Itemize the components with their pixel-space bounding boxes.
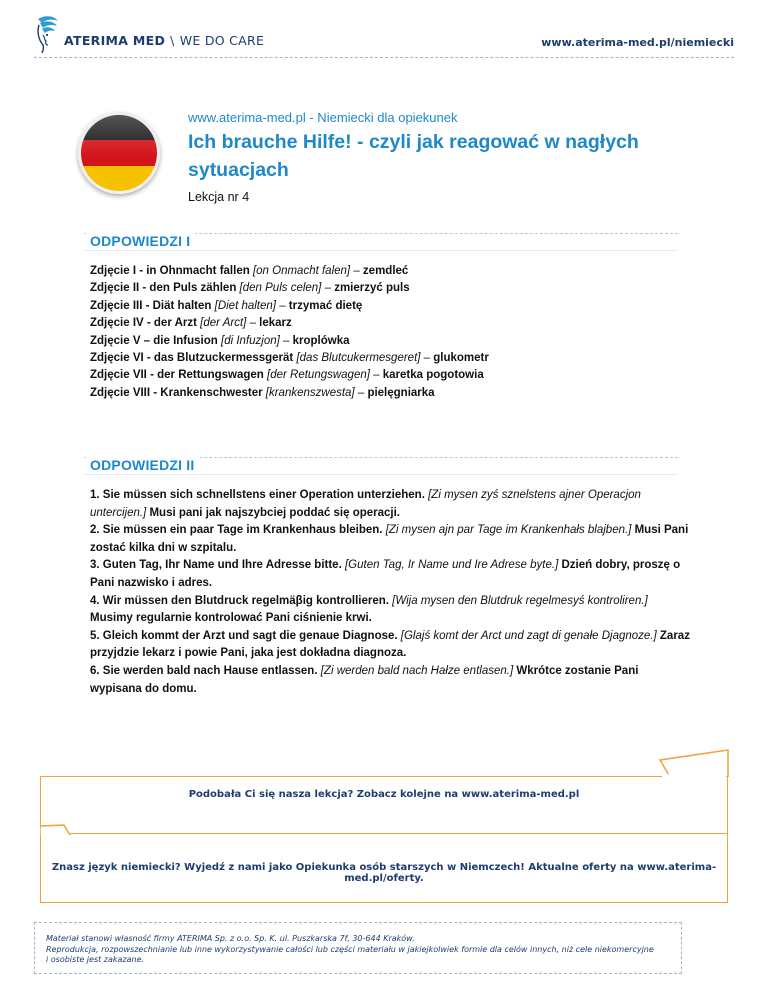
footer-copyright bbox=[46, 934, 666, 966]
answer-paragraph: 3. Guten Tag, Ihr Name und Ihre Adresse bitte. [Guten Tag, Ir Name und Ire Adrese byte.] Dzień dobry, proszę o Pani nazwisko i adres. bbox=[90, 559, 681, 589]
bubble1-tail-cover-icon bbox=[662, 774, 726, 778]
brand-tagline: WE DO CARE bbox=[179, 32, 265, 48]
page-header bbox=[0, 0, 768, 58]
section1-title: ODPOWIEDZI I bbox=[86, 233, 195, 249]
footer-line: i osobiste jest zakazane. bbox=[46, 955, 145, 964]
german-flag-icon bbox=[78, 112, 160, 194]
answer-line: Zdjęcie III - Diät halten [Diet halten] – trzymać dietę bbox=[90, 299, 363, 312]
section1-rule-bottom bbox=[84, 250, 678, 251]
answer-line: Zdjęcie I - in Ohnmacht fallen [on Onmacht falen] – zemdleć bbox=[90, 265, 409, 277]
answer-line: Zdjęcie VI - das Blutzuckermessgerät [das Blutcukermesgeret] – glukometr bbox=[90, 352, 489, 365]
section2-rule-bottom bbox=[84, 474, 678, 475]
lesson-title: Ich brauche Hilfe! - czyli jak reagować w nagłych sytuacjach bbox=[188, 131, 639, 181]
answer-paragraph: 5. Gleich kommt der Arzt und sagt die genaue Diagnose. [Glajś komt der Arct und zagt di genałe Djagnoze.] Zaraz przyjdzie lekarz i powie Pani, jaka jest dokładna diagnoza. bbox=[90, 629, 690, 660]
answer-paragraph: 6. Sie werden bald nach Hause entlassen. [Zi werden bald nach Hałze entlasen.] Wkrótce zostanie Pani wypisana do domu. bbox=[90, 664, 639, 695]
answer-paragraph: 1. Sie müssen sich schnellstens einer Operation unterziehen. [Zi mysen zyś sznelstens ajner Operacjon untercijen.] Musi pani jak najszybciej poddać się operacji. bbox=[90, 489, 641, 519]
answer-line: Zdjęcie II - den Puls zählen [den Puls celen] – zmierzyć puls bbox=[90, 282, 410, 295]
lesson-heading bbox=[78, 100, 698, 210]
header-url-link[interactable]: www.aterima-med.pl/niemiecki bbox=[541, 36, 734, 49]
answer-line: Zdjęcie VIII - Krankenschwester [krankenszwesta] – pielęgniarka bbox=[90, 386, 435, 399]
answer-paragraph: 4. Wir müssen den Blutdruck regelmäβig kontrollieren. [Wija mysen den Blutdruk regelmesyś kontroliren.] Musimy regularnie kontrolować Pani ciśnienie krwi. bbox=[90, 594, 648, 625]
brand-separator: \ bbox=[170, 32, 175, 48]
section1-answers bbox=[90, 263, 690, 402]
header-divider bbox=[34, 57, 734, 58]
logo-face-icon bbox=[34, 15, 60, 53]
promo-offers-text[interactable]: Znasz język niemiecki? Wyjedź z nami jako Opiekunka osób starszych w Niemczech! Aktualne oferty na www.aterima-med.pl/oferty. bbox=[51, 862, 717, 884]
footer-line: Materiał stanowi własność firmy ATERIMA Sp. z o.o. Sp. K. ul. Puszkarska 7f, 30-644 Kraków. bbox=[46, 934, 415, 943]
lesson-number: Lekcja nr 4 bbox=[188, 190, 250, 204]
brand-name: ATERIMA MED bbox=[64, 32, 166, 48]
promo-bubble-offers[interactable] bbox=[40, 833, 728, 903]
lesson-subtitle: www.aterima-med.pl - Niemiecki dla opiekunek bbox=[188, 110, 458, 125]
brand-logo[interactable] bbox=[34, 14, 264, 54]
bubble2-tail-icon bbox=[40, 824, 110, 836]
section2-answers bbox=[90, 487, 690, 698]
promo-lessons-text[interactable]: Podobała Ci się nasza lekcja? Zobacz kolejne na www.aterima-med.pl bbox=[188, 789, 580, 800]
section2-title: ODPOWIEDZI II bbox=[86, 457, 200, 473]
answer-line: Zdjęcie IV - der Arzt [der Arct] – lekarz bbox=[90, 317, 292, 330]
answer-line: Zdjęcie VII - der Rettungswagen [der Retungswagen] – karetka pogotowia bbox=[90, 369, 484, 382]
answer-line: Zdjęcie V – die Infusion [di Infuzjon] – kroplówka bbox=[90, 334, 350, 347]
footer-line: Reprodukcja, rozpowszechnianie lub inne wykorzystywanie całości lub części materiału w jakiejkolwiek formie dla celów innych, niż cele niekomercyjne bbox=[46, 944, 654, 954]
answer-paragraph: 2. Sie müssen ein paar Tage im Krankenhaus bleiben. [Zi mysen ajn par Tage im Krankenhałs blajben.] Musi Pani zostać kilka dni w szpitalu. bbox=[90, 524, 689, 554]
promo-bubble-lessons[interactable] bbox=[40, 776, 728, 834]
